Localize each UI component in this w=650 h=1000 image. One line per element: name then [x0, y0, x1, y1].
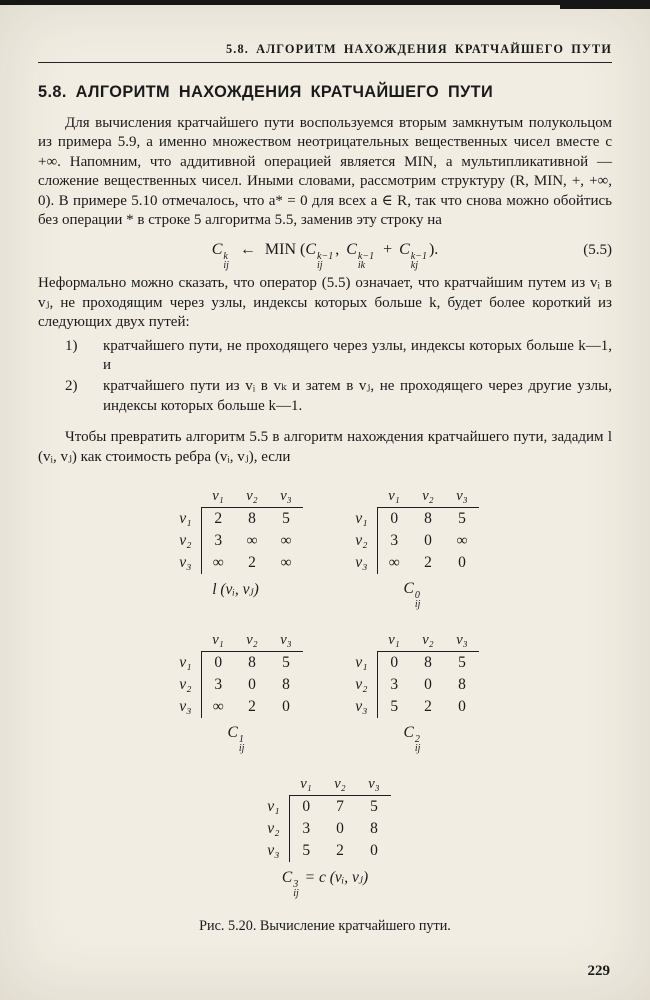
- matrix-cell: 2: [424, 698, 432, 716]
- list-item-marker: 2): [65, 378, 78, 395]
- matrix-cell: 8: [458, 676, 466, 694]
- matrix-row: [171, 530, 303, 552]
- section-heading: 5.8. АЛГОРИТМ НАХОЖДЕНИЯ КРАТЧАЙШЕГО ПУТИ: [38, 83, 494, 101]
- matrix-cell: 0: [458, 698, 466, 716]
- numbered-list: [38, 337, 612, 417]
- equation-row: [38, 235, 612, 272]
- list-item: [38, 377, 612, 416]
- matrix-cell: 3: [201, 674, 235, 696]
- matrix-l: [171, 485, 303, 609]
- matrix-row: [171, 552, 303, 574]
- row-header: v₃: [355, 554, 368, 572]
- row-header: v₃: [179, 698, 192, 716]
- row-header: v₁: [355, 509, 368, 527]
- matrix-cell: 5: [269, 508, 303, 531]
- matrix-row: [347, 530, 479, 552]
- paragraph-intro: Для вычисления кратчайшего пути воспользуемся вторым замкнутым полукольцом из примера 5.9, а именно множеством неотрицательных вещественных чисел вместе с +∞. Напомним, что аддитивной операцией является MIN, а мультипликативной — сложение вещественных чисел. Иными словами, рассмотрим структуру (R, MIN, +, +∞, 0). В примере 5.10 отмечалось, что a* = 0 для всех a ∈ R, так что снова можно обойтись без операции * в строке 5 алгоритма 5.5, заменив эту строку на: [38, 115, 612, 229]
- eq-term2-scripts: k−1 ik: [357, 251, 375, 272]
- eq-lhs-base: C: [211, 241, 223, 259]
- eq-min-open: MIN (: [264, 241, 306, 259]
- matrix-cell: ∞: [246, 532, 258, 550]
- matrix-cell: 8: [411, 652, 445, 675]
- left-arrow: ←: [239, 241, 256, 259]
- matrix-corner: [347, 629, 377, 652]
- col-header: v₁: [388, 488, 400, 505]
- matrix-c2: [347, 629, 479, 753]
- paragraph-transform: Чтобы превратить алгоритм 5.5 в алгоритм нахождения кратчайшего пути, зададим l (vᵢ, vⱼ) как стоимость ребра (vᵢ, vⱼ), если: [38, 429, 612, 465]
- matrix-cell: 0: [248, 676, 256, 694]
- matrix-cell: 7: [323, 796, 357, 819]
- col-header: v₂: [422, 488, 434, 505]
- matrix-cell: 0: [370, 842, 378, 860]
- matrix-caption: C 3 ij = c (vᵢ, vⱼ): [281, 869, 369, 900]
- matrix-row: [259, 796, 391, 819]
- matrix-header-row: [347, 629, 479, 652]
- matrix-cell: ∞: [280, 532, 292, 550]
- figure-5-20: [38, 485, 612, 935]
- matrix-cell: 2: [336, 842, 344, 860]
- matrix-c1: [171, 629, 303, 753]
- col-header: v₂: [246, 488, 258, 505]
- matrix-caption: C 2 ij: [403, 724, 421, 755]
- col-header: v₂: [422, 632, 434, 649]
- row-header: v₁: [179, 653, 192, 671]
- matrix-cell: 2: [201, 508, 235, 531]
- matrix-header-row: [171, 629, 303, 652]
- matrix-cell: ∞: [280, 554, 292, 572]
- matrix-row: [347, 508, 479, 531]
- matrix-cell: 0: [424, 676, 432, 694]
- figure-row-2: [38, 629, 612, 753]
- row-header: v₁: [179, 509, 192, 527]
- row-header: v₂: [179, 532, 192, 550]
- matrix-table-c2: [347, 629, 479, 718]
- matrix-row: [171, 508, 303, 531]
- matrix-row: [171, 674, 303, 696]
- matrix-table-c0: [347, 485, 479, 574]
- matrix-cell: ∞: [456, 532, 468, 550]
- matrix-cell: 5: [269, 652, 303, 675]
- matrix-cell: 8: [235, 652, 269, 675]
- row-header: v₁: [355, 653, 368, 671]
- matrix-row: [171, 696, 303, 718]
- list-item-text: кратчайшего пути из vᵢ в vₖ и затем в vⱼ, не проходящего через другие узлы, индексы которых больше k—1.: [103, 378, 612, 414]
- matrix-cell: 8: [282, 676, 290, 694]
- row-header: v₂: [267, 820, 280, 838]
- matrix-cell: ∞: [201, 552, 235, 574]
- matrix-row: [259, 840, 391, 862]
- matrix-cell: 5: [445, 652, 479, 675]
- list-item: [38, 337, 612, 376]
- row-header: v₁: [267, 797, 280, 815]
- matrix-cell: 5: [445, 508, 479, 531]
- running-head: [38, 42, 612, 63]
- matrix-cell: ∞: [201, 696, 235, 718]
- matrix-cell: 2: [248, 554, 256, 572]
- list-item-text: кратчайшего пути, не проходящего через узлы, индексы которых больше k—1, и: [103, 337, 612, 374]
- matrix-row: [259, 818, 391, 840]
- matrix-row: [347, 652, 479, 675]
- matrix-cell: 0: [377, 508, 411, 531]
- col-header: v₃: [368, 776, 380, 793]
- row-header: v₃: [179, 554, 192, 572]
- eq-term2-base: C: [346, 241, 357, 259]
- matrix-row: [347, 552, 479, 574]
- matrix-cell: 8: [370, 820, 378, 838]
- matrix-cell: 2: [424, 554, 432, 572]
- eq-lhs-scripts: k ij: [223, 251, 229, 272]
- matrix-cell: 2: [248, 698, 256, 716]
- matrix-cell: 5: [377, 696, 411, 718]
- matrix-cell: 8: [235, 508, 269, 531]
- eq-term3-scripts: k−1 kj: [410, 251, 427, 272]
- eq-plus: +: [383, 241, 393, 259]
- matrix-cell: 0: [424, 532, 432, 550]
- matrix-cell: 5: [289, 840, 323, 862]
- col-header: v₁: [212, 632, 224, 649]
- eq-term1-scripts: k−1 ij: [317, 251, 334, 272]
- eq-close: ).: [428, 241, 439, 259]
- scan-edge-top: [0, 0, 650, 5]
- eq-term1-base: C: [305, 241, 317, 259]
- matrix-cell: 0: [458, 554, 466, 572]
- matrix-table-l: [171, 485, 303, 574]
- col-header: v₃: [456, 488, 468, 505]
- matrix-corner: [259, 773, 289, 796]
- row-header: v₂: [355, 676, 368, 694]
- matrix-row: [171, 652, 303, 675]
- page-number: 229: [587, 963, 610, 979]
- matrix-cell: 8: [411, 508, 445, 531]
- matrix-header-row: [347, 485, 479, 508]
- col-header: v₁: [300, 776, 312, 793]
- col-header: v₃: [280, 488, 292, 505]
- matrix-cell: 0: [289, 796, 323, 819]
- matrix-table-c1: [171, 629, 303, 718]
- figure-row-3: [38, 773, 612, 898]
- matrix-cell: 0: [201, 652, 235, 675]
- matrix-caption: C 0 ij: [403, 580, 421, 611]
- running-head-text: 5.8. АЛГОРИТМ НАХОЖДЕНИЯ КРАТЧАЙШЕГО ПУТИ: [226, 42, 612, 56]
- matrix-cell: 0: [377, 652, 411, 675]
- col-header: v₃: [456, 632, 468, 649]
- col-header: v₂: [334, 776, 346, 793]
- matrix-cell: 3: [377, 530, 411, 552]
- list-item-marker: 1): [65, 337, 78, 354]
- matrix-row: [347, 696, 479, 718]
- matrix-cell: 3: [201, 530, 235, 552]
- matrix-cell: 3: [377, 674, 411, 696]
- matrix-header-row: [259, 773, 391, 796]
- matrix-table-c3: [259, 773, 391, 862]
- col-header: v₃: [280, 632, 292, 649]
- equation-number: (5.5): [583, 242, 612, 259]
- row-header: v₂: [355, 532, 368, 550]
- matrix-cell: 0: [282, 698, 290, 716]
- matrix-caption: l (vᵢ, vⱼ): [212, 581, 259, 599]
- paragraph-informal: Неформально можно сказать, что оператор (5.5) означает, что кратчайшим путем из vᵢ в vⱼ, не проходящим через узлы, индексы которых больше k, будет более короткий из следующих двух путей:: [38, 275, 612, 331]
- row-header: v₃: [267, 842, 280, 860]
- col-header: v₁: [388, 632, 400, 649]
- matrix-cell: 0: [336, 820, 344, 838]
- matrix-corner: [171, 485, 201, 508]
- matrix-header-row: [171, 485, 303, 508]
- equation-5-5: [211, 241, 439, 272]
- col-header: v₂: [246, 632, 258, 649]
- col-header: v₁: [212, 488, 224, 505]
- figure-row-1: [38, 485, 612, 609]
- row-header: v₃: [355, 698, 368, 716]
- matrix-cell: 5: [357, 796, 391, 819]
- scan-edge-top-right: [560, 0, 650, 9]
- eq-term3-base: C: [399, 241, 410, 259]
- figure-caption: Рис. 5.20. Вычисление кратчайшего пути.: [199, 918, 451, 935]
- matrix-c0: [347, 485, 479, 609]
- matrix-caption: C 1 ij: [227, 724, 245, 755]
- row-header: v₂: [179, 676, 192, 694]
- matrix-row: [347, 674, 479, 696]
- matrix-corner: [171, 629, 201, 652]
- matrix-cell: 3: [289, 818, 323, 840]
- eq-comma: ,: [335, 241, 340, 259]
- matrix-corner: [347, 485, 377, 508]
- matrix-c3: [259, 773, 391, 898]
- matrix-cell: ∞: [377, 552, 411, 574]
